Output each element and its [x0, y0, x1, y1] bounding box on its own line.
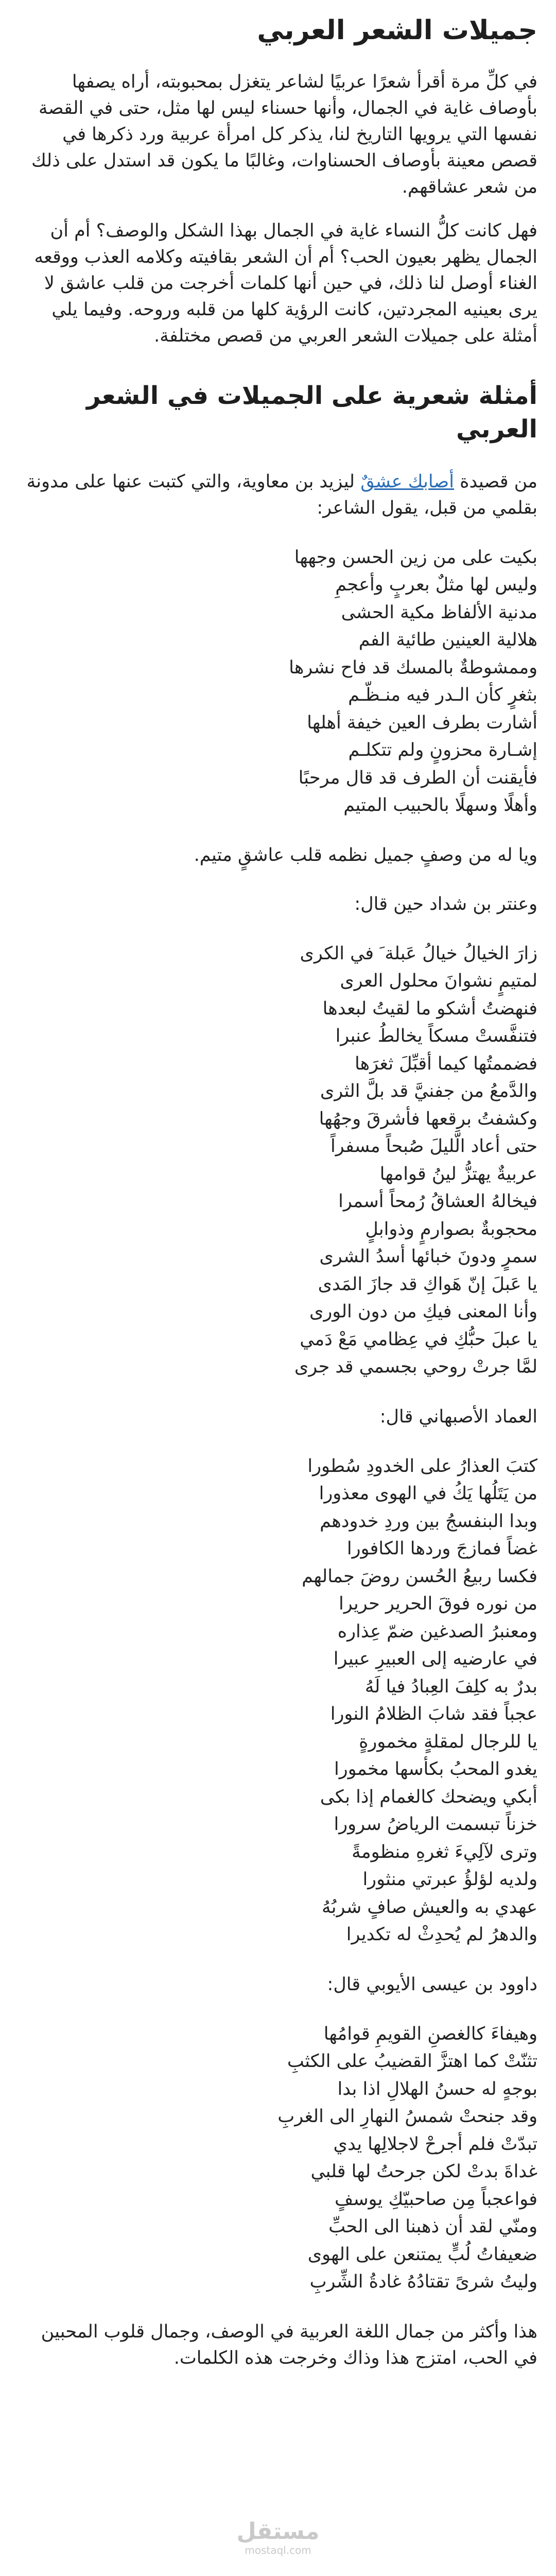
conclusion-paragraph: هذا وأكثر من جمال اللغة العربية في الوصف، وجمال قلوب المحبين في الحب، امتزج هذا وذاك وخرجت هذه الكلمات.	[41, 2321, 537, 2368]
poem-line: بكيت على من زين الحسن وجهها	[294, 547, 537, 568]
poem-line: غضاً فمازجَ وردها الكافورا	[346, 1538, 537, 1560]
poem-line: حتى أعاد الَّليلَ صُبحاً مسفراً	[330, 1136, 537, 1157]
poem-line: أشارت بطرف العين خيفة أهلها	[307, 712, 537, 733]
poem-line: غداةَ بدتْ لكن جرحتُ لها قلبي	[310, 2161, 537, 2182]
poem-line: وليتُ شرىً تقتادُهُ غادةُ الشِّربِ	[309, 2272, 537, 2293]
poem-line: زارَ الخيالُ خيالُ عَبلة َ في الكرى	[300, 943, 537, 964]
yazid-poem	[19, 544, 537, 820]
intro-paragraph-2: فهل كانت كلُّ النساء غاية في الجمال بهذا الشكل والوصف؟ أم أن الجمال يظهر بعيون الحب؟ أم أن الشعر بقافيته وكلامه العذب ووقعه الغناء أوصل لنا ذلك، في حين أنها كلمات أخرجت من قلب عاشق لا يرى بعينيه المجردتين، كانت الرؤية كلها من قلبه وروحه. وفيما يلي أمثلة على جميلات الشعر العربي من قصص مختلفة.	[34, 221, 537, 347]
poem-line: فنهضتُ أشكو ما لقيتُ لبعدها	[322, 998, 537, 1019]
poem-line: في عارضيه إلى العبيرِ عبيرا	[333, 1649, 537, 1670]
poem-line: وترى لآلِيءَ ثغرهِ منظومةً	[352, 1841, 537, 1862]
watermark-logo-text: مستقل	[236, 2518, 320, 2545]
yazid-intro-paragraph	[19, 469, 537, 521]
antara-intro: وعنتر بن شداد حين قال:	[354, 893, 537, 914]
poem-line: وممشوطةٌ بالمسك قد فاح نشرها	[289, 657, 537, 678]
antara-poem	[19, 940, 537, 1381]
site-watermark	[234, 2519, 322, 2556]
section-heading: أمثلة شعرية على الجميلات في الشعر العربي	[86, 381, 537, 444]
poem-line: كتبَ العذارُ على الخدودِ سُطورا	[307, 1455, 537, 1477]
poem-line: ومعنبرُ الصدغين ضمّ عِذاره	[337, 1621, 537, 1642]
poem-line: عهدي به والعيش صافٍ شربُهُ	[322, 1896, 537, 1918]
poem-line: وأهلًا وسهلًا بالحبيب المتيم	[343, 795, 537, 816]
poem-line: سمرٍ ودونَ خبائها أسدُ الشرى	[319, 1246, 537, 1267]
dawood-intro: داوود بن عيسى الأيوبي قال:	[327, 1974, 537, 1995]
poem-line: وقد جنحتْ شمسُ النهارِ الى الغربِ	[277, 2106, 537, 2127]
poem-line: وليس لها مثلٌ بعربٍ وأعجمِ	[335, 574, 537, 596]
yazid-outro: ويا له من وصفٍ جميل نظمه قلب عاشقٍ متيم.	[194, 844, 537, 866]
poem-line: بثغرٍ كأن الـدر فيه منـظّـم	[348, 685, 537, 706]
watermark-url: mostaql.com	[245, 2544, 311, 2557]
poem-line: وهيفاءَ كالغصنِ القويمِ قوامُها	[323, 2023, 537, 2044]
poem-line: خزناً تبسمت الرياضُ سرورا	[334, 1814, 537, 1835]
poem-line: يغدو المحبُ بكأسها مخمورا	[334, 1759, 537, 1780]
poem-link[interactable]: أصابك عشقٌ	[360, 471, 454, 492]
yazid-intro-after: ليزيد بن معاوية، والتي كتبت عنها على مدونة بقلمي من قبل، يقول الشاعر:	[26, 471, 537, 518]
poem-line: فكسا ربيعُ الحُسن روضَ جمالهم	[302, 1566, 537, 1587]
poem-line: ضعيفاتُ لُبٍّ يمتنعن على الهوى	[307, 2244, 537, 2265]
poem-line: بوجهٍ له حسنُ الهلالِ اذا بدا	[337, 2078, 537, 2099]
poem-line: فيخالهُ العشاقُ رُمحاً أسمرا	[338, 1191, 537, 1212]
poem-line: إشـارة محزونٍ ولم تتكلـم	[348, 740, 537, 761]
poem-line: فأيقنت أن الطرف قد قال مرحبًا	[298, 767, 537, 788]
dawood-poem	[19, 2021, 537, 2296]
poem-line: فواعجباً مِن صاحبيّكِ يوسفٍ	[334, 2189, 537, 2210]
poem-line: وأنا المعنى فيكِ من دون الورى	[309, 1301, 537, 1323]
poem-line: محجوبةٌ بصوارمٍ وذوابلٍ	[365, 1218, 537, 1240]
poem-line: ومنّي لقد أن ذهبنا الى الحبِّ	[328, 2216, 537, 2238]
yazid-intro-before: من قصيدة	[454, 471, 537, 492]
poem-line: يا عَبلَ إنّ هَواكِ قد جازَ المَدى	[318, 1274, 537, 1295]
poem-line: تثنّتْ كما اهتزَّ القضيبُ على الكثبِ	[287, 2051, 537, 2072]
poem-line: لمَّا جرتْ روحي بجسمي قد جرى	[294, 1357, 537, 1378]
poem-line: وبدا البنفسجُ بين وردِ خدودهم	[320, 1511, 537, 1532]
poem-line: يا للرجال لمقلةٍ مخمورةٍ	[359, 1731, 537, 1752]
poem-line: فتنفَّستْ مسكاً يخالطُ عنبرا	[335, 1026, 537, 1047]
poem-line: أبكي ويضحك كالغمام إذا بكى	[320, 1786, 537, 1807]
poem-line: لمتيمٍ نشوانَ محلول العرى	[340, 971, 537, 992]
poem-line: والدهرُ لم يُحدِثْ له تكديرا	[346, 1924, 537, 1945]
poem-line: يا عبلَ حبُّكِ في عِظامي مَعْ دَمي	[300, 1329, 537, 1350]
poem-line: عجباً فقد شابَ الظلامُ النورا	[330, 1704, 537, 1725]
poem-line: هلالية العينين طائية الفم	[358, 630, 537, 651]
article-title: جميلات الشعر العربي	[257, 15, 537, 46]
poem-line: بدرٌ به كلِفَ العِبادُ فيا لَهُ	[364, 1676, 537, 1697]
imad-intro: العماد الأصبهاني قال:	[379, 1406, 537, 1427]
poem-line: عربيةٌ يهتزُّ لينُ قوامها	[379, 1163, 537, 1184]
poem-line: تبدّتْ فلم أجرحْ لاجلالِها يدي	[333, 2133, 537, 2155]
imad-poem	[19, 1453, 537, 1949]
poem-line: من يَتَلُها يَكُ في الهوى معذورا	[319, 1483, 537, 1504]
poem-line: وكشفتُ برقعها فأشرقَ وجهُها	[319, 1108, 537, 1129]
poem-line: مدنية الألفاظ مكية الحشى	[341, 602, 537, 623]
poem-line: فضممتُها كيما أقبِّلَ ثغرَها	[355, 1053, 537, 1074]
intro-paragraph-1: في كلِّ مرة أقرأ شعرًا عربيًا لشاعر يتغزل بمحبوبته، أراه يصفها بأوصاف غاية في الجمال، وأنها حسناء ليس لها مثل، حتى في القصة نفسها التي يرويها التاريخ لنا، يذكر كل امرأة عربية ورد ذكرها في قصص معينة بأوصاف الحسناوات، وغالبًا ما يكون قد استدل على ذلك من شعر عشاقهم.	[31, 72, 537, 198]
poem-line: من نوره فوقَ الحرير حريرا	[339, 1594, 537, 1615]
poem-line: ولديه لؤلؤُ عبرتي منثورا	[362, 1869, 537, 1890]
poem-line: والدَّمعُ من جفنيَّ قد بلَّ الثرى	[320, 1081, 537, 1102]
